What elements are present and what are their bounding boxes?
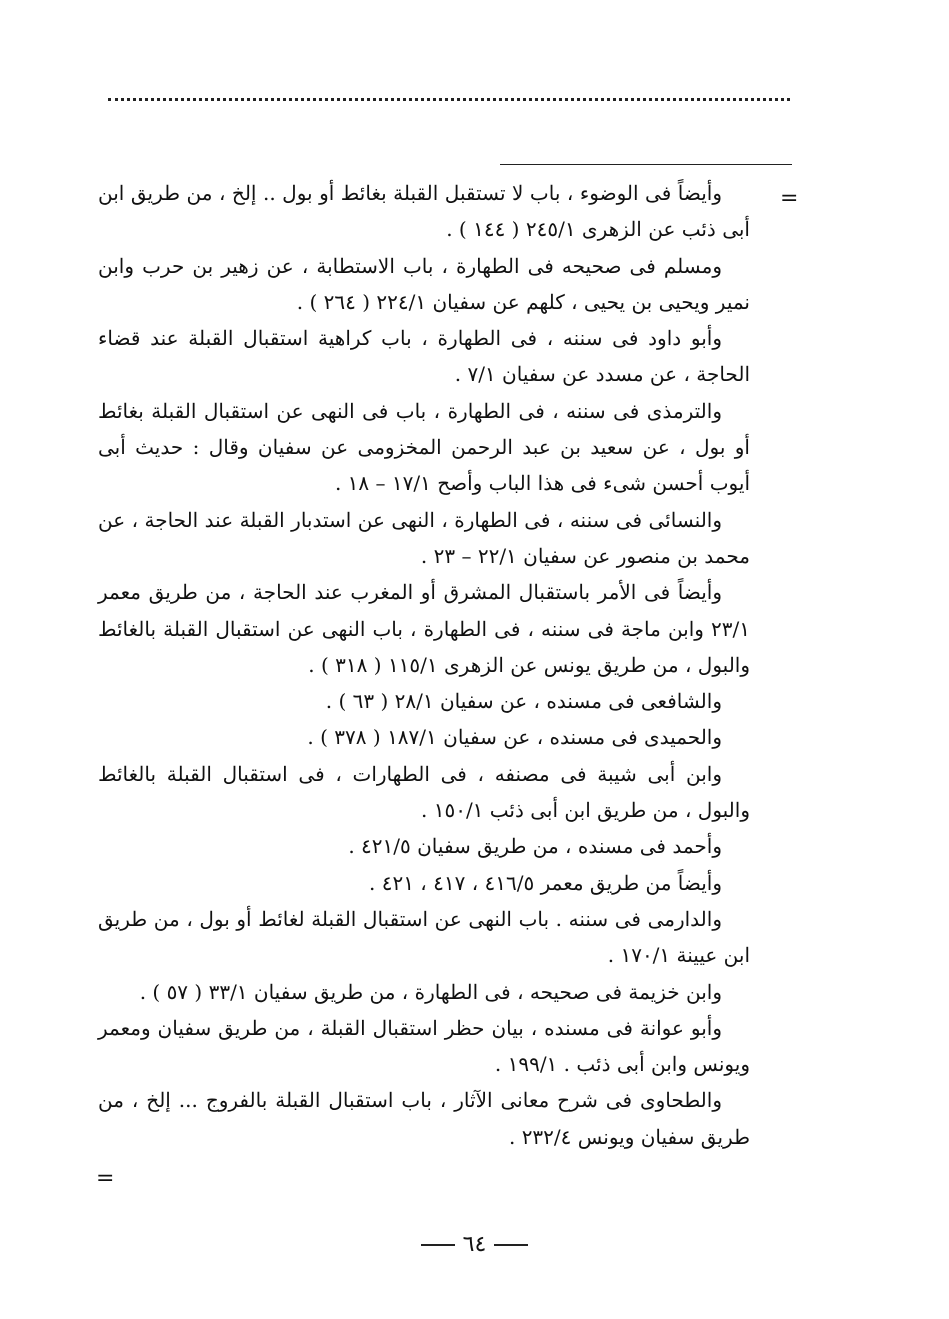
footnote-paragraph: والشافعى فى مسنده ، عن سفيان ٢٨/١ ( ٦٣ ) . [325, 689, 722, 714]
footnote-paragraph: والترمذى فى سننه ، فى الطهارة ، باب فى النهى عن استقبال القبلة بغائط أو بول ، عن سعيد بن عبد الرحمن المخزومى عن سفيان وقال : حديث أبى أيوب أحسن شىء فى هذا الباب وأصح ١٧/١ – ١٨ . [98, 398, 750, 496]
page-number-value: ٦٤ [462, 1232, 487, 1257]
continuation-mark-top: = [780, 186, 799, 211]
footnote-paragraph: والدارمى فى سننه . باب النهى عن استقبال القبلة لغائط أو بول ، من طريق ابن عيينة ١٧٠/١ . [98, 906, 750, 968]
footnote-paragraph: وأحمد فى مسنده ، من طريق سفيان ٤٢١/٥ . [348, 834, 722, 859]
page-number-dash [494, 1244, 528, 1246]
footnote-paragraph: والطحاوى فى شرح معانى الآثار ، باب استقبال القبلة بالفروج ... إلخ ، من طريق سفيان ويونس ٢٣٢/٤ . [98, 1088, 750, 1149]
footnote-paragraph: وابن خزيمة فى صحيحه ، فى الطهارة ، من طريق سفيان ٣٣/١ ( ٥٧ ) . [139, 979, 722, 1004]
footnote-paragraph: والحميدى فى مسنده ، عن سفيان ١٨٧/١ ( ٣٧٨ ) . [307, 725, 722, 750]
footnote-text [98, 175, 750, 1155]
footnote-paragraph: وأيضاً فى الوضوء ، باب لا تستقبل القبلة بغائط أو بول .. إلخ ، من طريق ابن أبى ذئب عن الزهرى ٢٤٥/١ ( ١٤٤ ) . [98, 181, 750, 242]
footnote-paragraph: والنسائى فى سننه ، فى الطهارة ، النهى عن استدبار القبلة عند الحاجة ، عن محمد بن منصور عن سفيان ٢٢/١ – ٢٣ . [98, 507, 750, 568]
footnote-paragraph: وأيضاً من طريق معمر ٤١٦/٥ ، ٤١٧ ، ٤٢١ . [369, 870, 722, 895]
continuation-mark-bottom: = [96, 1166, 115, 1191]
page-number-dash [421, 1244, 455, 1246]
footnote-paragraph: وأبو داود فى سننه ، فى الطهارة ، باب كراهية استقبال القبلة عند قضاء الحاجة ، عن مسدد عن سفيان ٧/١ . [98, 326, 750, 387]
footnote-rule [500, 164, 792, 165]
page-number [0, 1232, 949, 1257]
footnote-paragraph: ومسلم فى صحيحه فى الطهارة ، باب الاستطابة ، عن زهير بن حرب وابن نمير ويحيى بن يحيى ، كلهم عن سفيان ٢٢٤/١ ( ٢٦٤ ) . [98, 253, 750, 314]
footnote-paragraph: وابن أبى شيبة فى مصنفه ، فى الطهارات ، فى استقبال القبلة بالغائط والبول ، من طريق ابن أبى ذئب ١٥٠/١ . [98, 761, 750, 823]
header-dotted-separator [108, 98, 790, 111]
footnote-paragraph: وأبو عوانة فى مسنده ، بيان حظر استقبال القبلة ، من طريق سفيان ومعمر ويونس وابن أبى ذئب . ١٩٩/١ . [98, 1015, 750, 1077]
footnote-paragraph: وأيضاً فى الأمر باستقبال المشرق أو المغرب عند الحاجة ، من طريق معمر ٢٣/١ وابن ماجة فى سننه ، فى الطهارة ، باب النهى عن استقبال القبلة بالغائط والبول ، من طريق يونس عن الزهرى ١١٥/١ ( ٣١٨ ) . [98, 580, 750, 677]
